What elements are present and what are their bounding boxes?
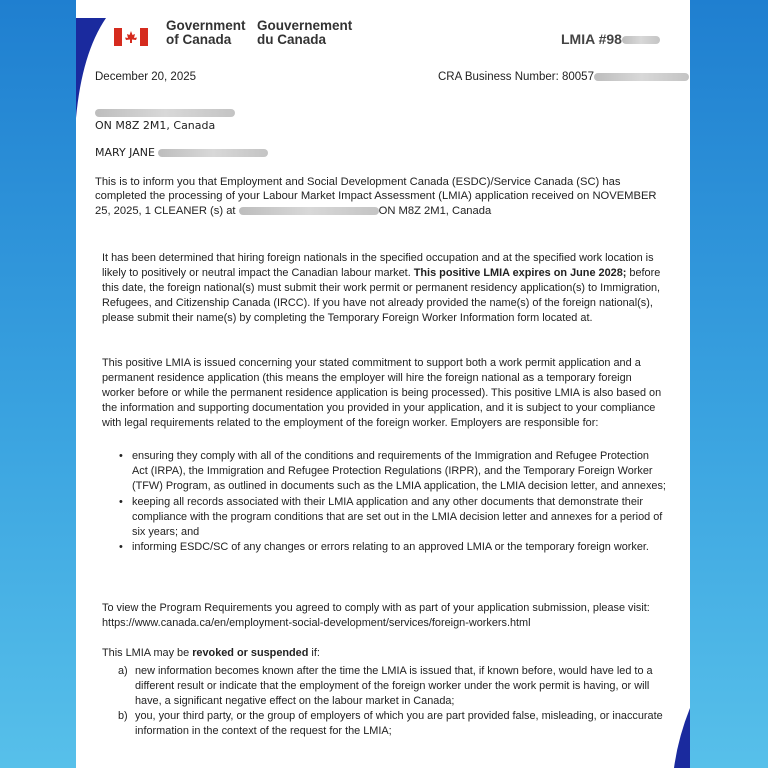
canada-flag-icon [114, 28, 148, 46]
intro-text: This is to inform you that Employment and Social Development Canada (ESDC)/Service Canada (SC) has completed the processing of your Labour Market Impact Assessment (LMIA) application received on NOVEMBER 25, 2025, 1 CLEANER (s) at [95, 176, 657, 217]
government-name-english [166, 19, 246, 47]
redaction-bar [622, 36, 660, 44]
revocation-heading [102, 646, 667, 661]
corner-swoosh-icon [670, 708, 690, 768]
cra-business-number [438, 71, 689, 83]
revocation-conditions-list [118, 664, 668, 739]
list-item: • informing ESDC/SC of any changes or errors relating to an approved LMIA or the temporary foreign worker. [119, 540, 667, 555]
expiry-text: It has been determined that hiring foreign nationals in the specified occupation and at the specified work location is likely to positively or neutral impact the Canadian labour market. [102, 252, 654, 279]
government-name-french [257, 19, 352, 47]
list-item [118, 664, 668, 709]
condition-text: you, your third party, or the group of employers of which you are part provided false, misleading, or inaccurate information in the context of the request for the LMIA; [135, 709, 663, 737]
gov-fr-text: Gouvernement du Canada [257, 18, 353, 47]
intro-paragraph [95, 175, 665, 218]
letter-date: December 20, 2025 [95, 71, 197, 83]
recipient-name-text: MARY JANE [95, 146, 155, 159]
revocation-text-end: if: [308, 647, 320, 659]
condition-text: new information becomes known after the time the LMIA is issued that, if known before, would have led to a different result or indicate that the employment of the foreign worker under the work permit is having, or will have, a significant negative effect on the labour market in Canada; [135, 665, 653, 707]
redaction-bar [95, 109, 235, 117]
program-requirements-paragraph: To view the Program Requirements you agreed to comply with as part of your application submission, please visit: https://www.canada.ca/en/employment-social-development/services/foreign-workers.html [102, 602, 650, 629]
intro-location-text: ON M8Z 2M1, Canada [378, 204, 492, 217]
cra-business-number-text: CRA Business Number: 80057 [438, 71, 594, 83]
redaction-bar [594, 73, 689, 81]
redaction-bar [158, 149, 268, 157]
lmia-number-text: LMIA #98 [561, 31, 622, 47]
list-marker: a) [118, 665, 128, 677]
revocation-text: This LMIA may be [102, 647, 193, 659]
list-item: • ensuring they comply with all of the conditions and requirements of the Immigration and Refugee Protection Act (IRPA), the Immigration and Refugee Protection Regulations (IRPR), and the Temporary Foreign Worker (TFW) Program, as outlined in documents such as the LMIA application, the LMIA decision letter, and annexes; [119, 449, 667, 494]
expiry-bold-text: This positive LMIA expires on June 2028; [413, 266, 627, 279]
revocation-bold-text: revoked or suspended [192, 647, 309, 659]
list-item [118, 709, 668, 739]
corner-swoosh-icon [76, 18, 106, 118]
lmia-number [561, 31, 660, 47]
gov-en-text: Government of Canada [166, 18, 246, 47]
letter-page [76, 0, 690, 768]
redaction-bar [239, 207, 379, 215]
expiry-paragraph [102, 251, 667, 326]
recipient-name [95, 146, 268, 159]
commitment-paragraph: This positive LMIA is issued concerning your stated commitment to support both a work permit application and a permanent residence application (this means the employer will hire the foreign national as a temporary foreign worker before or while the permanent residence application is being processed). This positive LMIA is also based on the information and supporting documentation you provided in your application, and it is subject to your compliance with legal requirements related to the employment of the foreign worker. Employers are responsible for: [102, 357, 662, 429]
employer-responsibilities-list [119, 449, 667, 556]
list-marker: b) [118, 709, 128, 722]
recipient-address: ON M8Z 2M1, Canada [95, 119, 216, 132]
expiry-text-continued: before this date, the foreign national(s) must submit their work permit or permanent residency application(s) to Immigration, Refugees, and Citizenship Canada (IRCC). If you have not already provided the name(s) of the foreign national(s), please submit their name(s) by completing the Temporary Foreign Worker Information form located at. [102, 266, 661, 324]
list-item: • keeping all records associated with their LMIA application and any other documents that demonstrate their compliance with the program conditions that are set out in the LMIA decision letter and annexes for a period of six years; and [119, 495, 667, 540]
